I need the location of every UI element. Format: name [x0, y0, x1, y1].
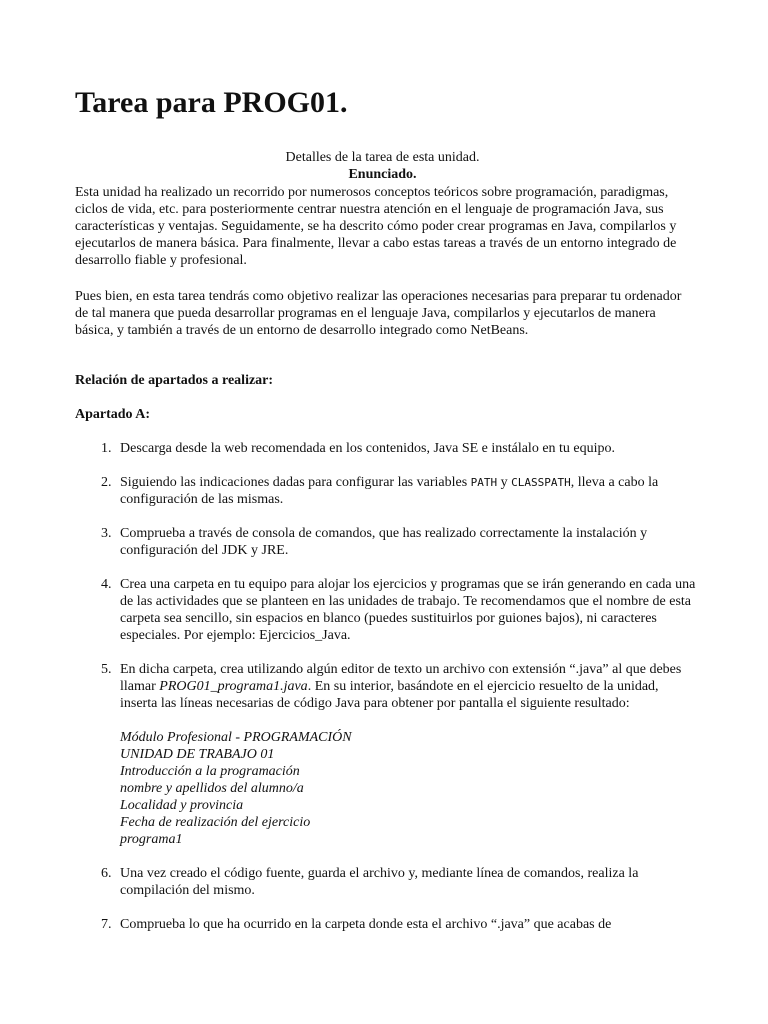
- output-line: Localidad y provincia: [120, 798, 244, 813]
- output-line: Módulo Profesional - PROGRAMACIÓN: [120, 730, 352, 745]
- filename-italic: PROG01_programa1.java: [159, 679, 308, 694]
- list-item: [75, 865, 697, 899]
- output-line: Introducción a la programación: [120, 764, 300, 779]
- output-line: UNIDAD DE TRABAJO 01: [120, 747, 275, 762]
- list-item-text-middle: y: [497, 475, 512, 490]
- list-item-text: Crea una carpeta en tu equipo para alojar los ejercicios y programas que se irán generando en cada una de las actividades que se planteen en las unidades de trabajo. Te recomendamos que el nombre de esta carpeta sea sencillo, sin espacios en blanco (puedes sustituirlos por guiones bajos), ni caracteres especiales. Por ejemplo: Ejercicios_Java.: [120, 577, 696, 643]
- expected-output-block: [120, 729, 697, 848]
- task-details-subtitle: Detalles de la tarea de esta unidad.: [285, 150, 480, 165]
- output-line: Fecha de realización del ejercicio: [120, 815, 311, 830]
- output-line: programa1: [120, 832, 183, 847]
- enunciado-heading: Enunciado.: [348, 167, 417, 182]
- list-item-text: Comprueba lo que ha ocurrido en la carpeta donde esta el archivo “.java” que acabas de: [120, 917, 612, 932]
- intro-paragraph: Esta unidad ha realizado un recorrido por numerosos conceptos teóricos sobre programación, paradigmas, ciclos de vida, etc. para posteriormente centrar nuestra atención en el lenguaje de programación Java, sus características y ventajas. Seguidamente, se ha descrito cómo poder crear programas en Java, compilarlos y ejecutarlos de manera básica. Para finalmente, llevar a cabo estas tareas a través de un entorno integrado de desarrollo fiable y profesional.: [75, 185, 677, 268]
- classpath-variable-code: CLASSPATH: [511, 476, 571, 489]
- list-item-text-start: Siguiendo las indicaciones dadas para configurar las variables: [120, 475, 471, 490]
- list-item-text-end: . En su interior, basándote en el ejercicio resuelto de la unidad, inserta las líneas necesarias de código Java para obtener por pantalla el siguiente resultado:: [120, 679, 659, 711]
- apartado-a-heading: Apartado A:: [75, 407, 151, 422]
- list-item-text-start: En dicha carpeta, crea utilizando algún editor de texto un archivo con extensión “.java” al que debes llamar: [120, 662, 682, 694]
- list-item-text-end: , lleva a cabo la configuración de las mismas.: [120, 475, 659, 507]
- list-item: [75, 440, 697, 457]
- list-item: [75, 474, 697, 508]
- list-item-number: 3.: [101, 526, 112, 541]
- list-item: [75, 916, 697, 933]
- list-item-text: Una vez creado el código fuente, guarda el archivo y, mediante línea de comandos, realiza la compilación del mismo.: [120, 866, 639, 898]
- page-title: Tarea para PROG01.: [75, 86, 348, 119]
- path-variable-code: PATH: [470, 476, 498, 489]
- list-item-number: 4.: [101, 577, 112, 592]
- list-item: [75, 661, 697, 848]
- list-item: [75, 576, 697, 644]
- task-list: [75, 440, 697, 950]
- objective-paragraph: Pues bien, en esta tarea tendrás como objetivo realizar las operaciones necesarias para preparar tu ordenador de tal manera que pueda desarrollar programas en el lenguaje Java, compilarlos y ejecutarlos de manera básica, y también a través de un entorno de desarrollo integrado como NetBeans.: [75, 289, 682, 338]
- list-item-number: 1.: [101, 441, 112, 456]
- sections-heading: Relación de apartados a realizar:: [75, 373, 274, 388]
- list-item-number: 7.: [101, 917, 112, 932]
- list-item-number: 2.: [101, 475, 112, 490]
- list-item-text: Comprueba a través de consola de comandos, que has realizado correctamente la instalación y configuración del JDK y JRE.: [120, 526, 648, 558]
- list-item-number: 5.: [101, 662, 112, 677]
- output-line: nombre y apellidos del alumno/a: [120, 781, 304, 796]
- list-item: [75, 525, 697, 559]
- list-item-number: 6.: [101, 866, 112, 881]
- list-item-text: Descarga desde la web recomendada en los contenidos, Java SE e instálalo en tu equipo.: [120, 441, 616, 456]
